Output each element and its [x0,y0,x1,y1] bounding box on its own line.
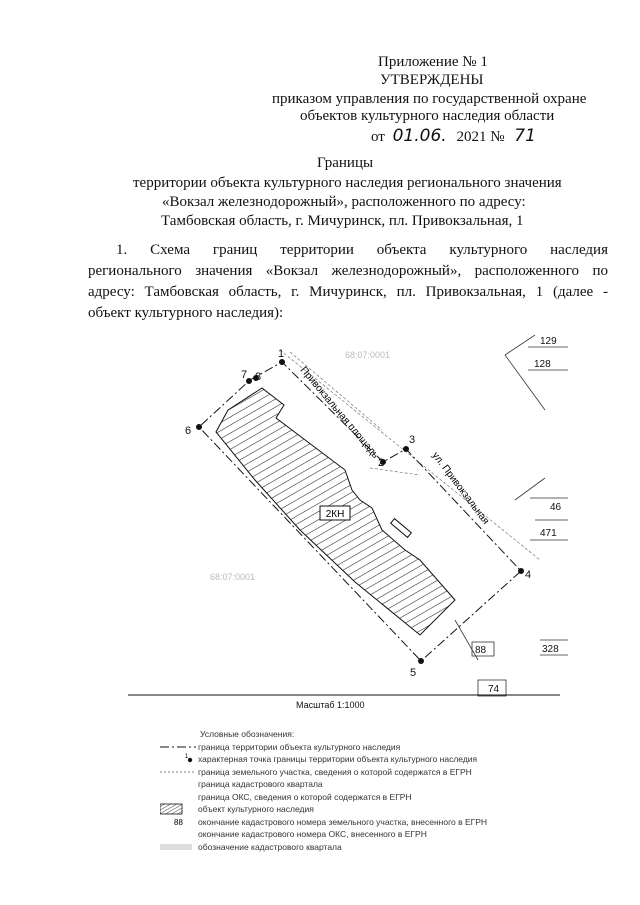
parcel-number-46: 46 [550,502,562,513]
faint-cadastral-label-top: 68:07:0001 [345,350,391,360]
legend-item-quarter: граница кадастрового квартала [198,779,323,789]
date-prefix: от [371,129,385,145]
approved-label: УТВЕРЖДЕНЫ [380,72,484,88]
point-label-7: 7 [241,369,248,381]
neighbor-parcels [455,335,568,696]
parcel-number-471: 471 [540,528,557,539]
boundary-scheme-map [120,335,570,705]
legend-item-parcel-number: окончание кадастрового номера земельного участка, внесенного в ЕГРН [198,816,488,827]
year-and-number-sign: 2021 № [456,129,505,145]
paragraph-line-3: адресу: Тамбовская область, г. Мичуринск, пл. Привокзальная, 1 (далее - [88,284,608,300]
dotted-line-icon [160,766,200,778]
boundary-point-6 [196,424,202,430]
map-scale: Масштаб 1:1000 [296,700,365,710]
parcel-number-88: 88 [475,645,487,656]
paragraph-line-1: 1. Схема границ территории объекта культурного наследия [116,242,608,258]
oks-number-icon [160,828,200,840]
parcel-number-129: 129 [540,336,557,347]
building-annex [391,519,412,538]
point-label-8: 8 [255,371,262,383]
title-line-4: Тамбовская область, г. Мичуринск, пл. Привокзальная, 1 [161,213,524,229]
parcel-number-328: 328 [542,644,559,655]
title-line-3: «Вокзал железнодорожный», расположенного по адресу: [162,194,526,210]
handwritten-date: 01.06. [392,126,447,146]
handwritten-number: 71 [514,126,536,146]
point-label-2: 2 [378,457,385,469]
title-line-1: Границы [317,155,374,171]
boundary-point-3 [403,446,409,452]
legend-item-quarter-label: обозначение кадастрового квартала [198,841,342,852]
point-label-1: 1 [278,348,285,360]
point-label-5: 5 [410,667,417,679]
hatched-box-icon [160,803,200,815]
paragraph-line-4: объект культурного наследия): [88,305,284,321]
boundary-point-icon [160,753,200,765]
appendix-label: Приложение № 1 [378,54,488,70]
point-label-4: 4 [525,569,532,581]
boundary-point-5 [418,658,424,664]
legend-item-boundary: граница территории объекта культурного наследия [198,741,401,752]
point-label-3: 3 [409,434,416,446]
title-line-2: территории объекта культурного наследия регионального значения [133,175,562,191]
point-label-6: 6 [185,425,192,437]
legend-item-point: характерная точка границы территории объекта культурного наследия [198,754,478,764]
parcel-number-74: 74 [488,684,500,695]
faint-quarter-label-icon [160,841,200,853]
legend-item-heritage: объект культурного наследия [198,804,314,814]
description-paragraph [88,240,608,324]
parcel-number-icon [160,816,200,828]
oks-line-icon [160,791,200,803]
order-line-1: приказом управления по государственной охране [272,91,587,107]
order-line-2: объектов культурного наследия области [300,108,555,124]
legend-sample-point: 1 [185,754,189,760]
street-label-road: ул. Привокзальная [429,450,492,527]
faint-cadastral-label-left: 68:07:0001 [210,572,256,582]
legend-item-oks-number: окончание кадастрового номера ОКС, внесенного в ЕГРН [198,829,427,839]
order-date-line [371,126,536,146]
street-label-square: Привокзальная площадь [297,364,381,461]
legend-item-land-parcel: граница земельного участка, сведения о которой содержатся в ЕГРН [198,766,472,777]
quarter-line-icon [160,778,200,790]
dash-dot-line-icon [160,741,200,753]
legend-item-oks: граница ОКС, сведения о которой содержатся в ЕГРН [198,791,412,802]
building-label: 2КН [325,509,345,520]
parcel-number-128: 128 [534,359,551,370]
legend-title: Условные обозначения: [200,729,295,739]
legend-sample-number: 88 [174,817,183,827]
boundary-point-4 [518,568,524,574]
paragraph-line-2: регионального значения «Вокзал железнодорожный», расположенного по [88,263,608,279]
